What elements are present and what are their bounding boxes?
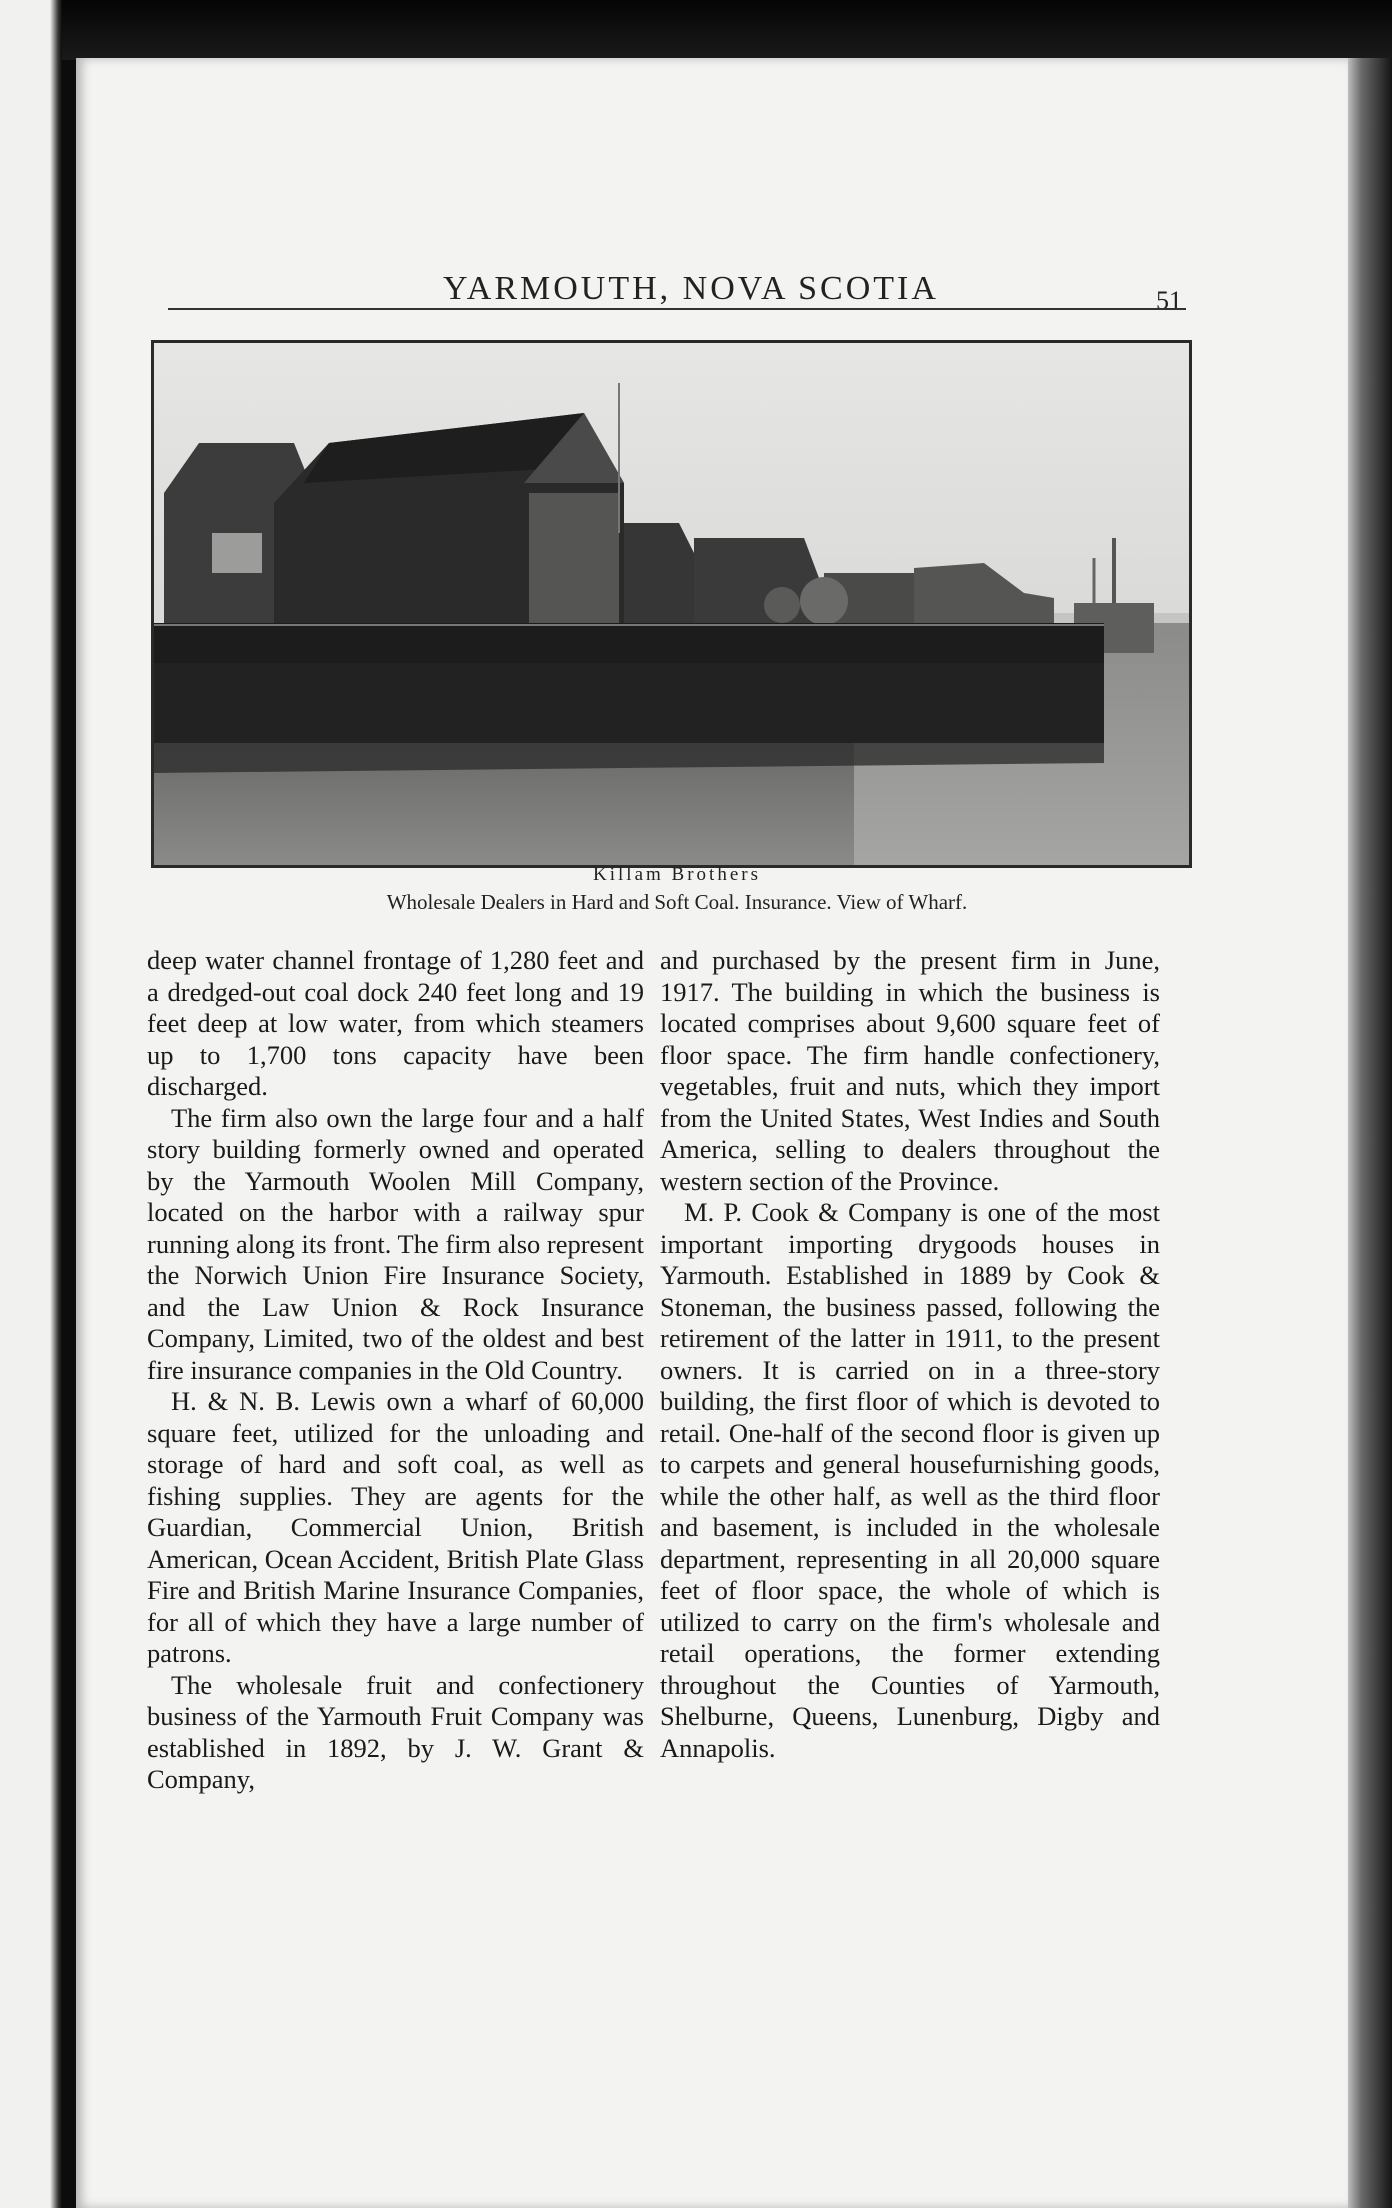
facing-page-edge — [0, 0, 62, 2208]
wharf-photograph — [151, 340, 1192, 868]
scan-shadow-top — [0, 0, 1392, 60]
paragraph: H. & N. B. Lewis own a wharf of 60,000 square feet, utilized for the unloading and storage of hard and soft coal, as well as fishing supplies. They are agents for the Guardian, Commercial Union, British American, Ocean Accident, British Plate Glass Fire and British Marine Insurance Companies, for all of which they have a large number of patrons. — [147, 1386, 644, 1668]
page-edge-shadow — [1348, 58, 1392, 2208]
text-column-left — [147, 945, 644, 1796]
text-column-right — [660, 945, 1160, 1764]
paragraph: M. P. Cook & Company is one of the most important importing drygoods houses in Yarmouth. Established in 1889 by Cook & Stoneman, the business passed, following the retirement of the latter in 1911, to the present owners. It is carried on in a three-story building, the first floor of which is devoted to retail. One-half of the second floor is given up to carpets and general housefurnishing goods, while the other half, as well as the third floor and basement, is included in the wholesale department, representing in all 20,000 square feet of floor space, the whole of which is utilized to carry on the firm's wholesale and retail operations, the former extending throughout the Counties of Yarmouth, Shelburne, Queens, Lunenburg, Digby and Annapolis. — [660, 1197, 1160, 1763]
caption-subtitle: Wholesale Dealers in Hard and Soft Coal. Insurance. View of Wharf. — [386, 890, 968, 914]
photo-caption — [168, 860, 1186, 915]
paragraph: and purchased by the present firm in June, 1917. The building in which the business is located comprises about 9,600 square feet of floor space. The firm handle confectionery, vegetables, fruit and nuts, which they import from the United States, West Indies and South America, selling to dealers throughout the western section of the Province. — [660, 945, 1160, 1196]
paragraph: The wholesale fruit and confectionery business of the Yarmouth Fruit Company was established in 1892, by J. W. Grant & Company, — [147, 1669, 644, 1794]
page-number: 51 — [1156, 286, 1182, 315]
header-rule — [168, 308, 1186, 310]
paragraph: The firm also own the large four and a half story building formerly owned and operated by the Yarmouth Woolen Mill Company, located on the harbor with a railway spur running along its front. The firm also represent the Norwich Union Fire Insurance Society, and the Law Union & Rock Insurance Company, Limited, two of the oldest and best fire insurance companies in the Old Country. — [147, 1102, 645, 1385]
page-title: YARMOUTH, NOVA SCOTIA — [443, 270, 939, 307]
paragraph: deep water channel frontage of 1,280 feet and a dredged-out coal dock 240 feet long and 19 feet deep at low water, from which steamers up to 1,700 tons capacity have been discharged. — [147, 945, 644, 1101]
wharf-photo-illustration — [154, 343, 1189, 865]
caption-title: Killam Brothers — [593, 864, 761, 885]
